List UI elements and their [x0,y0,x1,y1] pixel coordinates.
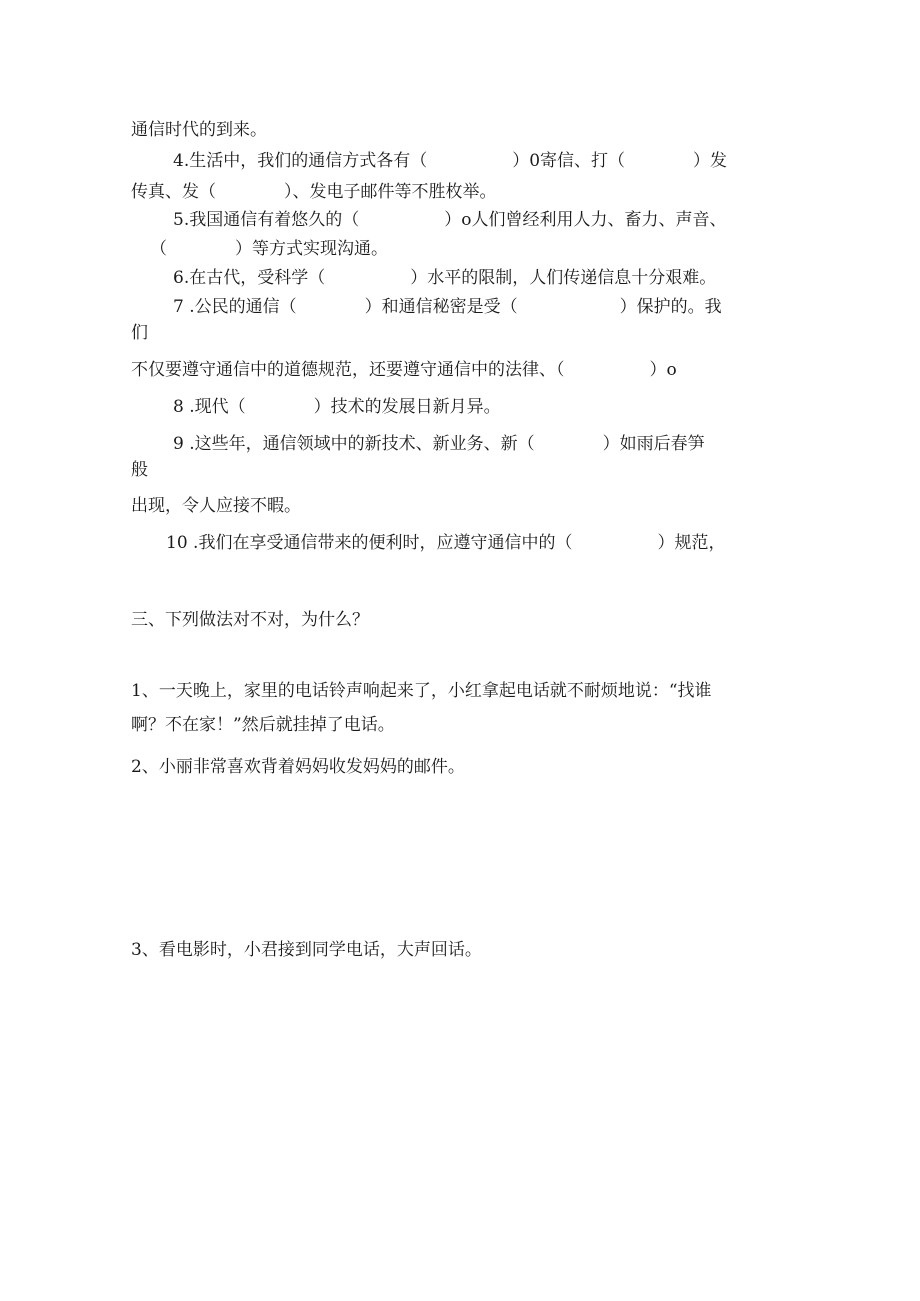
question-9-line-1: 9 .这些年，通信领域中的新技术、新业务、新（ ）如雨后春笋 [173,434,705,454]
judgement-item-2: 2、小丽非常喜欢背着妈妈收发妈妈的邮件。 [131,757,465,777]
question-7-line-2: 们 [131,323,148,343]
question-5-line-2: （ ）等方式实现沟通。 [150,239,388,259]
question-4-line-2: 传真、发（ ）、发电子邮件等不胜枚举。 [131,182,497,202]
judgement-item-1-line-1: 1、一天晚上，家里的电话铃声响起来了，小红拿起电话就不耐烦地说：“找谁 [131,681,712,701]
question-7-line-1: 7 .公民的通信（ ）和通信秘密是受（ ）保护的。我 [173,297,722,317]
judgement-item-1-line-2: 啊？不在家！”然后就挂掉了电话。 [131,715,395,735]
question-4-line-1: 4.生活中，我们的通信方式各有（ ）0寄信、打（ ）发 [173,151,728,171]
section-3-heading: 三、下列做法对不对，为什么？ [131,610,369,630]
judgement-item-3: 3、看电影时，小君接到同学电话，大声回话。 [131,940,482,960]
intro-tail-text: 通信时代的到来。 [131,120,267,140]
question-10: 10 .我们在享受通信带来的便利时，应遵守通信中的（ ）规范， [166,533,726,553]
question-9-line-2: 般 [131,460,148,480]
question-9-line-3: 出现，令人应接不暇。 [131,496,301,516]
question-8: 8 .现代（ ）技术的发展日新月异。 [173,397,501,417]
question-7-line-3: 不仅要遵守通信中的道德规范，还要遵守通信中的法律、（ ）o [131,360,677,380]
question-5-line-1: 5.我国通信有着悠久的（ ）o人们曾经利用人力、畜力、声音、 [173,210,727,230]
question-6: 6.在古代，受科学（ ）水平的限制，人们传递信息十分艰难。 [173,268,717,288]
